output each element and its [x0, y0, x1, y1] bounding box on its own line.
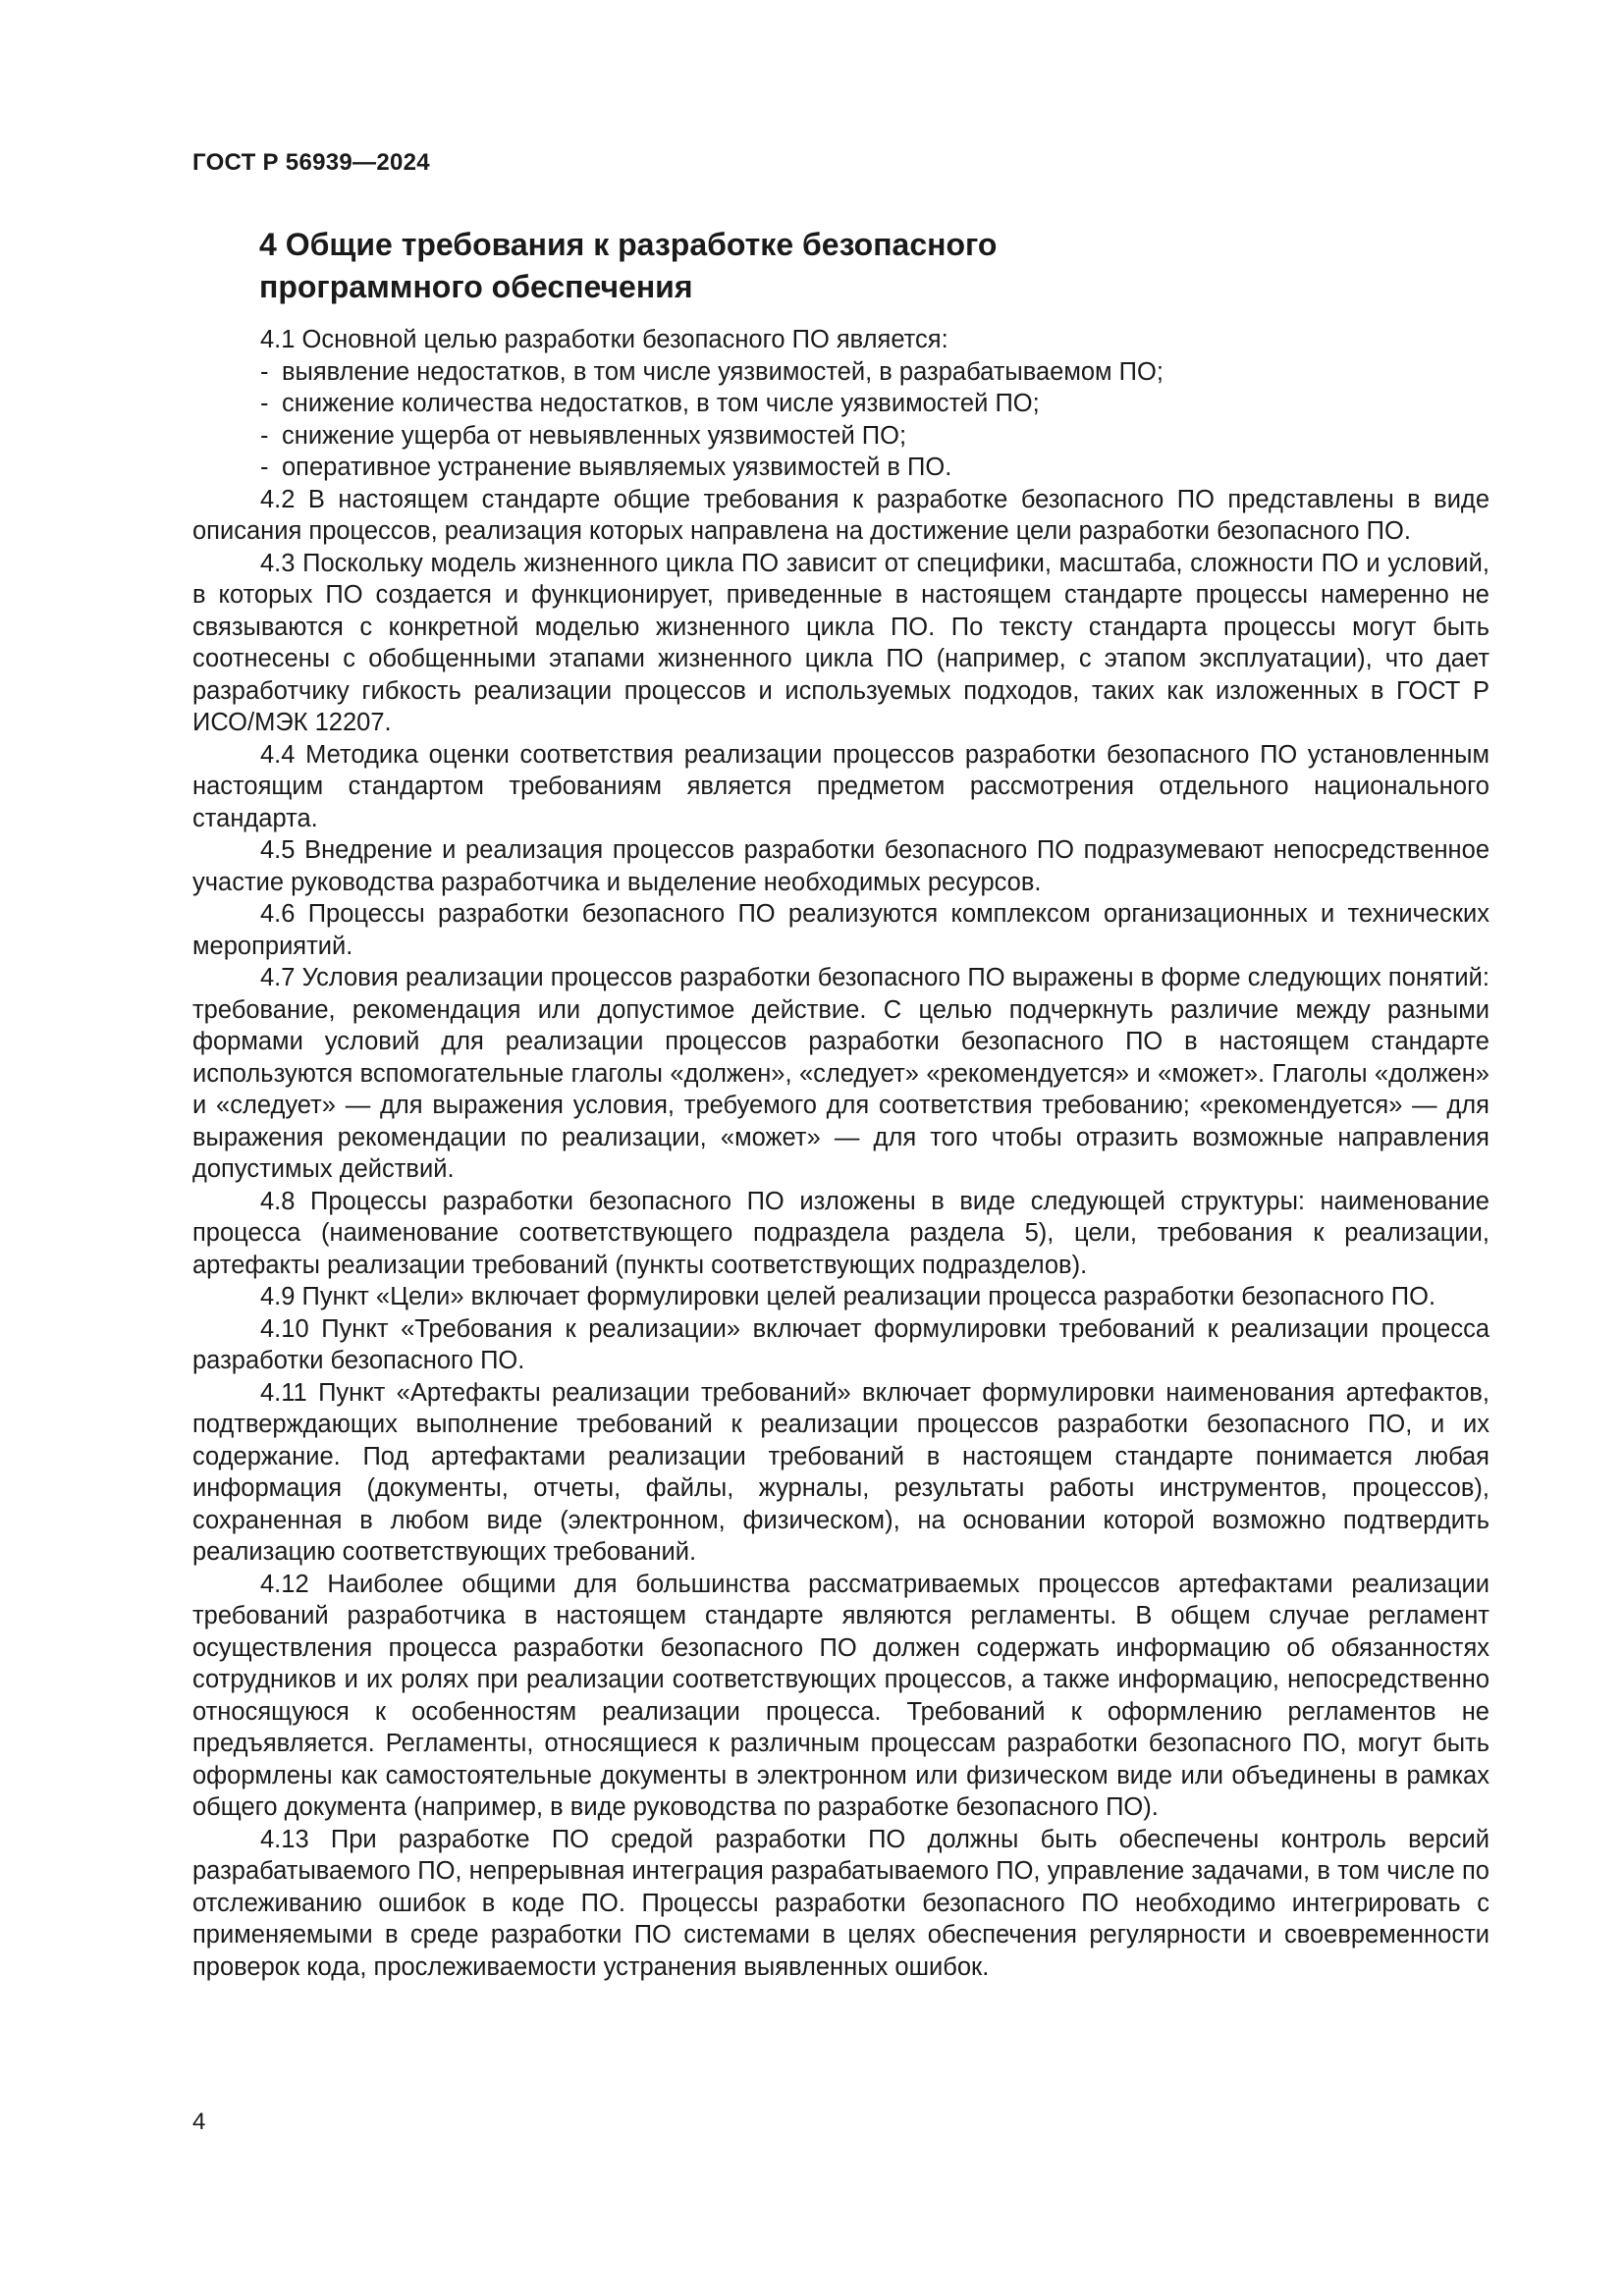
paragraph-4-3: 4.3 Поскольку модель жизненного цикла ПО зависит от специфики, масштаба, сложности ПО и условий, в которых ПО создается и функционирует, приведенные в настоящем стандарте процессы намеренно не связываются с конкретной моделью жизненного цикла ПО. По тексту стандарта процессы могут быть соотнесены с обобщенными этапами жизненного цикла ПО (например, с этапом эксплуатации), что дает разработчику гибкость реализации процессов и используемых подходов, таких как изложенных в ГОСТ Р ИСО/МЭК 12207.	[192, 549, 1489, 736]
paragraph-4-12: 4.12 Наиболее общими для большинства рассматриваемых процессов артефактами реализации требований разработчика в настоящем стандарте являются регламенты. В общем случае регламент осуществления процесса разработки безопасного ПО должен содержать информацию об обязанностях сотрудников и их ролях при реализации соответствующих процессов, а также информацию, непосредственно относящуюся к особенностям реализации процесса. Требований к оформлению регламентов не предъявляется. Регламенты, относящиеся к различным процессам разработки безопасного ПО, могут быть оформлены как самостоятельные документы в электронном или физическом виде или объединены в рамках общего документа (например, в виде руководства по разработке безопасного ПО).	[192, 1570, 1489, 1821]
section-title-line-2: программного обеспечения	[259, 269, 693, 304]
page-number: 4	[192, 2109, 206, 2135]
paragraph-4-13: 4.13 При разработке ПО средой разработки ПО должны быть обеспечены контроль версий разрабатываемого ПО, непрерывная интеграция разрабатываемого ПО, управление задачами, в том числе по отслеживанию ошибок в коде ПО. Процессы разработки безопасного ПО необходимо интегрировать с применяемыми в среде разработки ПО системами в целях обеспечения регулярности и своевременности проверок кода, прослеживаемости устранения выявленных ошибок.	[192, 1825, 1489, 1981]
paragraph-4-6: 4.6 Процессы разработки безопасного ПО реализуются комплексом организационных и технических мероприятий.	[192, 900, 1489, 960]
list-item-text: выявление недостатков, в том числе уязвимостей, в разрабатываемом ПО;	[282, 357, 1164, 386]
list-item-text: снижение ущерба от невыявленных уязвимостей ПО;	[282, 421, 907, 450]
dash-bullet: -	[260, 421, 269, 450]
body-text	[192, 324, 1489, 1983]
paragraph-4-4: 4.4 Методика оценки соответствия реализации процессов разработки безопасного ПО установленным настоящим стандартом требованиям является предметом рассмотрения отдельного национального стандарта.	[192, 740, 1489, 832]
section-title-line-1: 4 Общие требования к разработке безопасного	[259, 227, 998, 262]
paragraph-4-9: 4.9 Пункт «Цели» включает формулировки целей реализации процесса разработки безопасного ПО.	[260, 1283, 1436, 1310]
dash-bullet: -	[260, 454, 269, 481]
document-header: ГОСТ Р 56939—2024	[192, 149, 430, 176]
dash-bullet: -	[260, 390, 269, 417]
list-item-text: снижение количества недостатков, в том числе уязвимостей ПО;	[282, 390, 1040, 417]
list-item	[192, 420, 1489, 453]
list-item	[192, 388, 1489, 420]
paragraph-4-10: 4.10 Пункт «Требования к реализации» включает формулировки требований к реализации процесса разработки безопасного ПО.	[192, 1314, 1489, 1374]
paragraph-4-11: 4.11 Пункт «Артефакты реализации требований» включает формулировки наименования артефактов, подтверждающих выполнение требований к реализации процессов разработки безопасного ПО, и их содержание. Под артефактами реализации требований в настоящем стандарте понимается любая информация (документы, отчеты, файлы, журналы, результаты работы инструментов, процессов), сохраненная в любом виде (электронном, физическом), на основании которой возможно подтвердить реализацию соответствующих требований.	[192, 1378, 1489, 1566]
list-item-text: оперативное устранение выявляемых уязвимостей в ПО.	[282, 454, 952, 481]
paragraph-4-1: 4.1 Основной целью разработки безопасного ПО является:	[260, 326, 948, 353]
paragraph-4-8: 4.8 Процессы разработки безопасного ПО изложены в виде следующей структуры: наименование процесса (наименование соответствующего подраздела раздела 5), цели, требования к реализации, артефакты реализации требований (пункты соответствующих подразделов).	[192, 1187, 1489, 1279]
list-item	[192, 452, 1489, 484]
paragraph-4-7: 4.7 Условия реализации процессов разработки безопасного ПО выражены в форме следующих понятий: требование, рекомендация или допустимое действие. С целью подчеркнуть различие между разными формами условий для реализации процессов разработки безопасного ПО в настоящем стандарте используются вспомогательные глаголы «должен», «следует» «рекомендуется» и «может». Глаголы «должен» и «следует» — для выражения условия, требуемого для соответствия требованию; «рекомендуется» — для выражения рекомендации по реализации, «может» — для того чтобы отразить возможные направления допустимых действий.	[192, 964, 1489, 1183]
paragraph-4-2: 4.2 В настоящем стандарте общие требования к разработке безопасного ПО представлены в виде описания процессов, реализация которых направлена на достижение цели разработки безопасного ПО.	[192, 485, 1489, 545]
list-item	[192, 356, 1489, 389]
paragraph-4-5: 4.5 Внедрение и реализация процессов разработки безопасного ПО подразумевают непосредственное участие руководства разработчика и выделение необходимых ресурсов.	[192, 836, 1489, 896]
dash-bullet: -	[260, 357, 269, 386]
section-title	[259, 224, 1487, 308]
